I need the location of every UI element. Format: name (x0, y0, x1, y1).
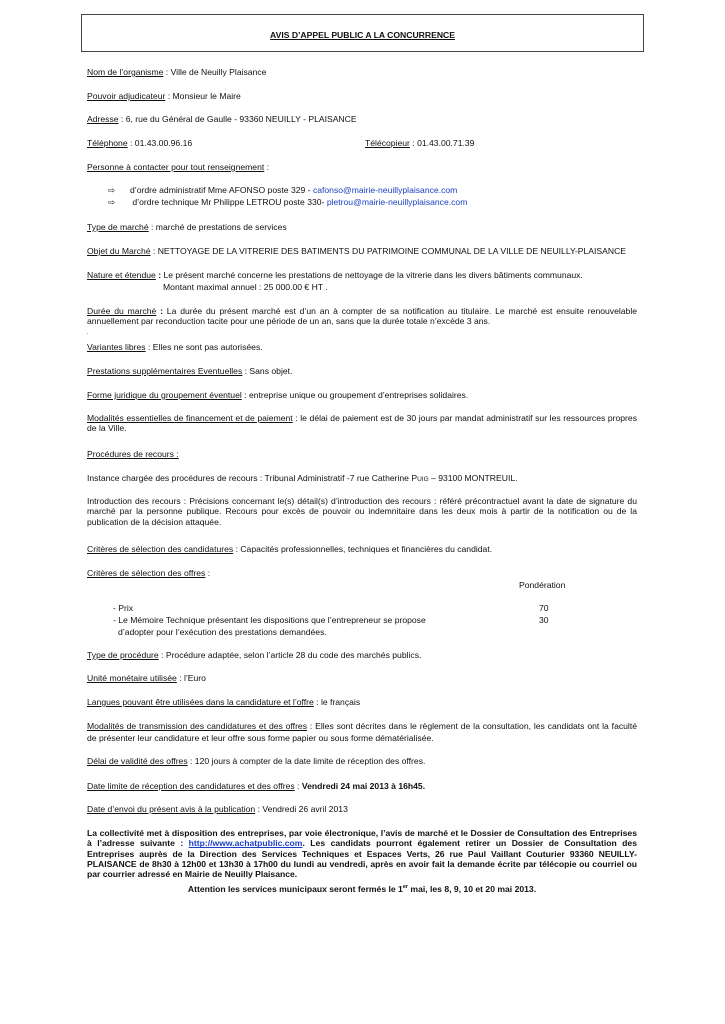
instance-text-smallcaps: UIG (417, 476, 429, 483)
date-limite-label: Date limite de réception des candidatures et des offres (87, 781, 295, 791)
collectivite-text-1: La collectivité met à disposition des entreprises, par voie électronique, l’avis de marché et le Dossier de Consultation des Entreprises à l’adresse suivante : (87, 828, 637, 849)
organisme-line (87, 67, 266, 77)
duree-paragraph (87, 306, 637, 327)
date-envoi-label: Date d’envoi du présent avis à la publication (87, 804, 256, 814)
unite-label: Unité monétaire utilisée (87, 673, 177, 683)
objet-value: : NETTOYAGE DE LA VITRERIE DES BATIMENTS DU PATRIMOINE COMMUNAL DE LA VILLE DE NEUILLY-PLAISANCE (150, 246, 627, 256)
recours-label: Procédures de recours : (87, 449, 179, 459)
objet-label: Objet du Marché (87, 246, 151, 256)
contact-item (108, 185, 457, 195)
pouvoir-line (87, 91, 241, 101)
critere-item-label: - Le Mémoire Technique présentant les dispositions que l’entrepreneur se propose (113, 615, 426, 625)
organisme-label: Nom de l’organisme (87, 67, 164, 77)
arrow-right-icon: ⇨ (108, 197, 116, 207)
contact-suffix: : (264, 162, 270, 172)
type-marche-label: Type de marché (87, 222, 149, 232)
instance-line (87, 473, 518, 484)
achatpublic-link[interactable]: http://www.achatpublic.com (188, 838, 303, 849)
collectivite-paragraph (87, 828, 637, 880)
criteres-cand-value: : Capacités professionnelles, techniques et financières du candidat. (233, 544, 493, 554)
criteres-cand-label: Critères de sélection des candidatures (87, 544, 234, 554)
prestations-line (87, 366, 292, 376)
attention-sup: er (402, 884, 409, 891)
critere-item-weight: 30 (539, 615, 549, 625)
objet-line (87, 246, 626, 256)
attention-text-a: Attention les services municipaux seront fermés le 1 (187, 884, 403, 894)
procedure-value: : Procédure adaptée, selon l’article 28 du code des marchés publics. (158, 650, 422, 660)
modalites-fin-paragraph (87, 413, 637, 434)
langues-value: : le français (313, 697, 361, 707)
critere-item-label-cont: d’adopter pour l’exécution des prestations demandées. (118, 627, 327, 637)
type-marche-value: : marché de prestations de services (148, 222, 287, 232)
criteres-offres-label: Critères de sélection des offres (87, 568, 206, 578)
arrow-right-icon: ⇨ (108, 185, 116, 195)
nature-label: Nature et étendue (87, 270, 156, 280)
procedure-label: Type de procédure (87, 650, 159, 660)
forme-label: Forme juridique du groupement éventuel (87, 390, 242, 400)
variantes-value: : Elles ne sont pas autorisées. (145, 342, 263, 352)
contact-email-link[interactable]: cafonso@mairie-neuillyplaisance.com (312, 185, 458, 195)
adresse-label: Adresse (87, 114, 119, 124)
contact-item (108, 197, 467, 207)
validite-line (87, 756, 425, 766)
notice-title: AVIS D’APPEL PUBLIC A LA CONCURRENCE (270, 30, 455, 40)
date-limite-line (87, 781, 425, 791)
procedure-line (87, 650, 421, 660)
contact-email-link[interactable]: pletrou@mairie-neuillyplaisance.com (326, 197, 468, 207)
forme-line (87, 390, 468, 400)
stray-dot: . (87, 330, 89, 336)
transmission-label: Modalités de transmission des candidatures et des offres (87, 721, 308, 731)
langues-line (87, 697, 360, 707)
date-limite-sep: : (294, 781, 302, 791)
duree-value: La durée du présent marché est d’un an à compter de sa notification au titulaire. Le marché est ensuite renouvelable annuellement par reconduction tacite pour une période de un an, sans que la durée totale n’excède 3 ans. (87, 306, 638, 327)
criteres-offres-suffix: : (205, 568, 211, 578)
attention-line (87, 884, 637, 894)
criteres-cand-line (87, 544, 492, 554)
telecopieur-value: : 01.43.00.71.39 (409, 138, 475, 148)
telephone-value: : 01.43.00.96.16 (127, 138, 193, 148)
telecopieur-line (365, 138, 474, 148)
unite-value: : l’Euro (176, 673, 206, 683)
telephone-label: Téléphone (87, 138, 128, 148)
introduction-paragraph: Introduction des recours : Précisions concernant le(s) détail(s) d’introduction des recours : référé précontractuel avant la date de signature du marché par la personne publique. Recours pour excès de pouvoir ou indemnitaire dans les deux mois à partir de la notification ou de la publication de la décision attaquée. (87, 496, 637, 527)
nature-line (87, 270, 583, 280)
instance-text-a: Instance chargée des procédures de recours : Tribunal Administratif -7 rue Catherine P (87, 473, 418, 483)
prestations-value: : Sans objet. (242, 366, 293, 376)
contact-item-text: d’ordre technique Mr Philippe LETROU poste 330- (130, 197, 327, 207)
critere-item-weight: 70 (539, 603, 549, 613)
critere-item-label: - Prix (113, 603, 134, 613)
organisme-value: : Ville de Neuilly Plaisance (163, 67, 267, 77)
contact-item-text: d’ordre administratif Mme AFONSO poste 329 - (130, 185, 313, 195)
recours-heading (87, 449, 179, 459)
attention-text-b: mai, les 8, 9, 10 et 20 mai 2013. (408, 884, 537, 894)
type-marche-line (87, 222, 287, 232)
criteres-offres-line (87, 568, 210, 578)
variantes-label: Variantes libres (87, 342, 146, 352)
modalites-fin-label: Modalités essentielles de financement et de paiement (87, 413, 293, 423)
nature-montant: Montant maximal annuel : 25 000.00 € HT . (163, 282, 328, 292)
validite-value: : 120 jours à compter de la date limite de réception des offres. (187, 756, 426, 766)
transmission-value: : Elles sont décrites dans le règlement de la consultation, les candidats ont la faculté de présenter leur candidature et leur offre sous forme papier ou sous forme dématérialisée. (87, 721, 637, 744)
pouvoir-label: Pouvoir adjudicateur (87, 91, 166, 101)
duree-colon: : (156, 306, 163, 316)
date-envoi-value: : Vendredi 26 avril 2013 (255, 804, 348, 814)
langues-label: Langues pouvant être utilisées dans la candidature et l’offre (87, 697, 314, 707)
validite-label: Délai de validité des offres (87, 756, 188, 766)
instance-text-b: – 93100 MONTREUIL. (428, 473, 518, 483)
telephone-line (87, 138, 192, 148)
variantes-line (87, 342, 263, 352)
contact-label: Personne à contacter pour tout renseignement (87, 162, 265, 172)
date-limite-value: Vendredi 24 mai 2013 à 16h45. (301, 781, 426, 791)
telecopieur-label: Télécopieur (365, 138, 410, 148)
transmission-paragraph (87, 720, 637, 744)
duree-label: Durée du marché (87, 306, 157, 316)
prestations-label: Prestations supplémentaires Eventuelles (87, 366, 243, 376)
adresse-line (87, 114, 357, 124)
ponderation-header: Pondération (519, 580, 566, 590)
title-box (81, 14, 644, 52)
contact-line (87, 162, 269, 172)
modalites-fin-value: : le délai de paiement est de 30 jours par mandat administratif sur les ressources propres de la Ville. (87, 413, 637, 434)
nature-colon: : (155, 270, 162, 280)
date-envoi-line (87, 804, 348, 814)
forme-value: : entreprise unique ou groupement d’entreprises solidaires. (241, 390, 469, 400)
adresse-value: : 6, rue du Général de Gaulle - 93360 NEUILLY - PLAISANCE (118, 114, 357, 124)
collectivite-text-2: . Les candidats pourront également retirer un Dossier de Consultation des Entreprises auprès de la Direction des Services Techniques et Espaces Verts, 26 rue Paul Vaillant Couturier 93360 NEUILLY-PLAISANCE de 8h30 à 12h00 et 13h30 à 17h00 du lundi au vendredi, après en avoir fait la demande écrite par télécopie ou courriel ou par courrier adressé en Mairie de Neuilly Plaisance. (87, 838, 637, 880)
pouvoir-value: : Monsieur le Maire (165, 91, 241, 101)
unite-line (87, 673, 206, 683)
nature-value: Le présent marché concerne les prestations de nettoyage de la vitrerie dans les divers bâtiments communaux. (161, 270, 583, 280)
